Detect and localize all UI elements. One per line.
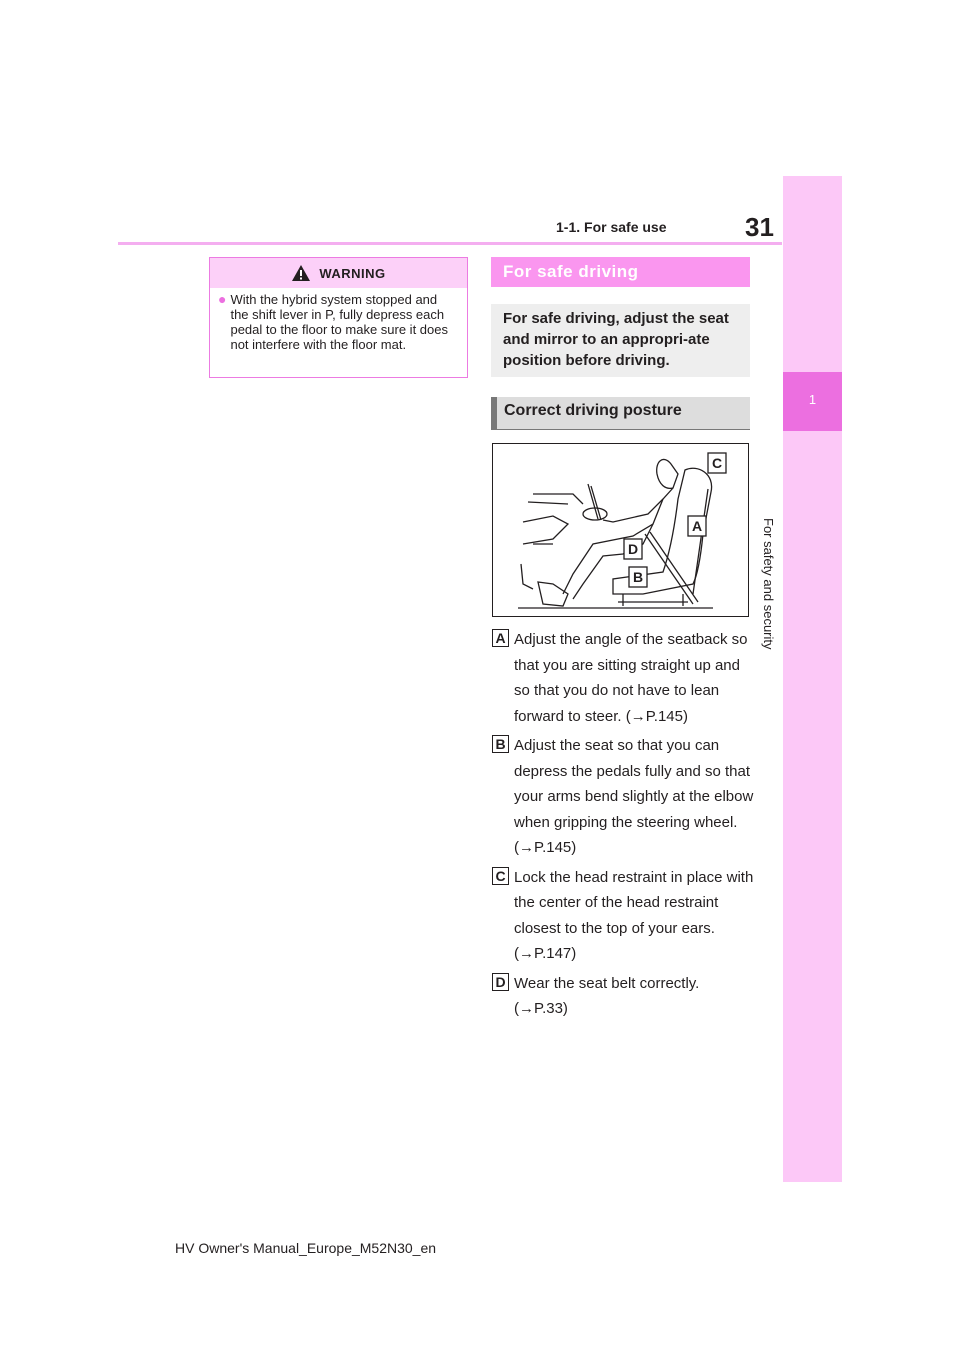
page-number: 31	[745, 212, 774, 242]
step-text: Adjust the seat so that you can depress the pedals fully and so that your arms bend slightly at the elbow when gripping the steering wheel. (→P.145)	[514, 737, 754, 856]
subheading: Correct driving posture	[504, 402, 682, 419]
warning-label: WARNING	[319, 265, 386, 281]
intro-text: For safe driving, adjust the seat and mirror to an appropri-ate position before driving.	[503, 310, 729, 369]
step-text: Adjust the angle of the seatback so that you are sitting straight up and so that you do not have to lean forward to steer. (→P.145)	[514, 631, 748, 725]
intro-box	[491, 304, 750, 377]
driving-posture-illustration	[492, 443, 749, 617]
step-text: Wear the seat belt correctly. (→P.33)	[514, 974, 700, 1017]
subheading-rule	[491, 429, 750, 430]
warning-body	[210, 288, 467, 352]
posture-steps	[492, 627, 754, 1026]
step-c	[492, 865, 754, 967]
step-letter: D	[492, 973, 509, 991]
warning-box	[209, 257, 468, 378]
step-b	[492, 733, 754, 861]
step-letter: C	[492, 867, 509, 885]
subheading-bar	[491, 397, 750, 429]
step-letter: A	[492, 629, 509, 647]
step-text: Lock the head restraint in place with the center of the head restraint closest to the top of your ears. (→P.147)	[514, 868, 754, 962]
chapter-title-vertical	[760, 518, 960, 650]
label-a: A	[691, 518, 703, 534]
section-title: For safe driving	[503, 262, 639, 281]
label-c: C	[711, 455, 723, 471]
chapter-number: 1	[808, 392, 817, 407]
warning-triangle-icon	[291, 264, 311, 282]
section-title-bar	[491, 257, 750, 287]
label-d: D	[627, 541, 639, 557]
label-b: B	[632, 569, 644, 585]
step-d	[492, 971, 754, 1022]
posture-drawing	[493, 444, 748, 616]
header-rule	[118, 242, 782, 245]
section-header: 1-1. For safe use	[556, 219, 667, 235]
chapter-title: For safety and security	[761, 518, 776, 650]
warning-text: With the hybrid system stopped and the shift lever in P, fully depress each pedal to the floor to make sure it does not interfere with the floor mat.	[230, 292, 448, 352]
chapter-side-tab	[783, 176, 842, 1182]
footer-manual-id: HV Owner's Manual_Europe_M52N30_en	[175, 1240, 437, 1256]
bullet-icon: ●	[218, 291, 227, 307]
warning-header	[210, 258, 467, 288]
step-a	[492, 627, 754, 729]
step-letter: B	[492, 735, 509, 753]
